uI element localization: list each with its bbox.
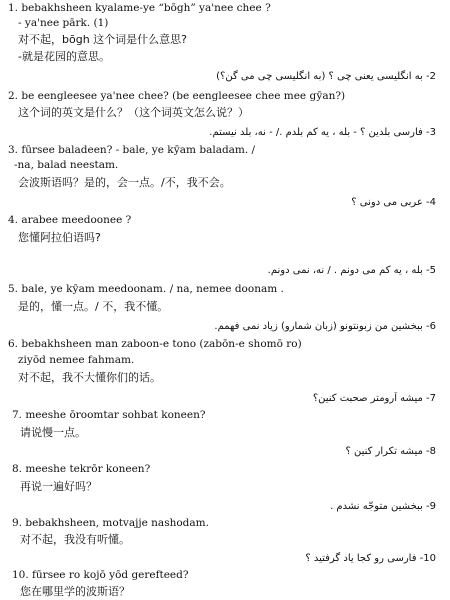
item-6-transliteration: 6. bebakhsheen man zaboon-e tono (zabōn-e shomō ro) [8, 338, 302, 350]
item-7-chinese: 请说慢一点。 [20, 426, 86, 439]
item-2-persian: 2- به انگلیسی یعنی چی ؟ (به انگلیسی چی می گن؟) [216, 71, 436, 82]
item-1-chinese-answer: -就是花园的意思。 [18, 50, 110, 63]
item-2-transliteration: 2. be eengleesee ya'nee chee? (be eengleesee chee mee gӯan?) [8, 90, 346, 102]
item-4-chinese: 您懂阿拉伯语吗? [18, 231, 101, 244]
item-8-transliteration: 8. meeshe tekrōr koneen? [12, 463, 151, 475]
item-5-persian: 5- بله ، یه کم می دونم . / نه، نمی دونم. [267, 265, 436, 276]
item-9-transliteration: 9. bebakhsheen, motvajje nashodam. [12, 517, 209, 529]
item-9-chinese: 对不起，我没有听懂。 [20, 533, 130, 546]
item-8-chinese: 再说一遍好吗？ [20, 480, 97, 493]
item-1-answer: - ya'nee pārk. (1) [18, 17, 109, 29]
item-3-chinese: 会波斯语吗？是的，会一点。/不，我不会。 [18, 176, 231, 189]
item-5-transliteration: 5. bale, ye kӯam meedoonam. / na, nemee doonam . [8, 283, 284, 295]
item-1-transliteration: 1. bebakhsheen kyalame-ye “bōgh” ya'nee chee ? [8, 2, 271, 14]
item-9-persian: 9- ببخشین متوجّه نشدم . [330, 501, 436, 512]
item-3-persian: 3- فارسی بلدین ؟ - بله ، یه کم بلدم ./ - نه، بلد نیستم. [209, 127, 436, 138]
item-1-chinese: 对不起，bōgh 这个词是什么意思? [18, 33, 188, 46]
item-3-answer: -na, balad neestam. [14, 159, 119, 171]
item-6-chinese: 对不起，我不大懂你们的话。 [18, 371, 161, 384]
item-5-chinese: 是的，懂一点。/ 不，我不懂。 [18, 300, 169, 313]
item-6-persian: 6- ببخشین من زبونتونو (زبان شمارو) زیاد نمی فهمم. [214, 321, 436, 332]
item-3-transliteration: 3. fūrsee baladeen? - bale, ye kӯam baladam. / [8, 144, 256, 156]
item-4-persian: 4- عربی می دونی ؟ [351, 197, 436, 208]
item-2-chinese: 这个词的英文是什么？（这个词英文怎么说？） [18, 106, 249, 119]
item-10-persian: 10- فارسی رو کجا یاد گرفتید ؟ [305, 553, 436, 564]
item-8-persian: 8- میشه تکرار کنین ؟ [345, 446, 436, 457]
item-7-transliteration: 7. meeshe ōroomtar sohbat koneen? [12, 409, 206, 421]
item-7-persian: 7- میشه آرومتر صحبت کنین؟ [312, 393, 436, 404]
item-10-transliteration: 10. fūrsee ro kojō yōd gerefteed? [12, 569, 189, 581]
item-10-chinese: 您在哪里学的波斯语？ [20, 585, 130, 598]
item-6-continuation: ziyōd nemee fahmam. [18, 354, 135, 366]
item-4-transliteration: 4. arabee meedoonee ? [8, 214, 132, 226]
